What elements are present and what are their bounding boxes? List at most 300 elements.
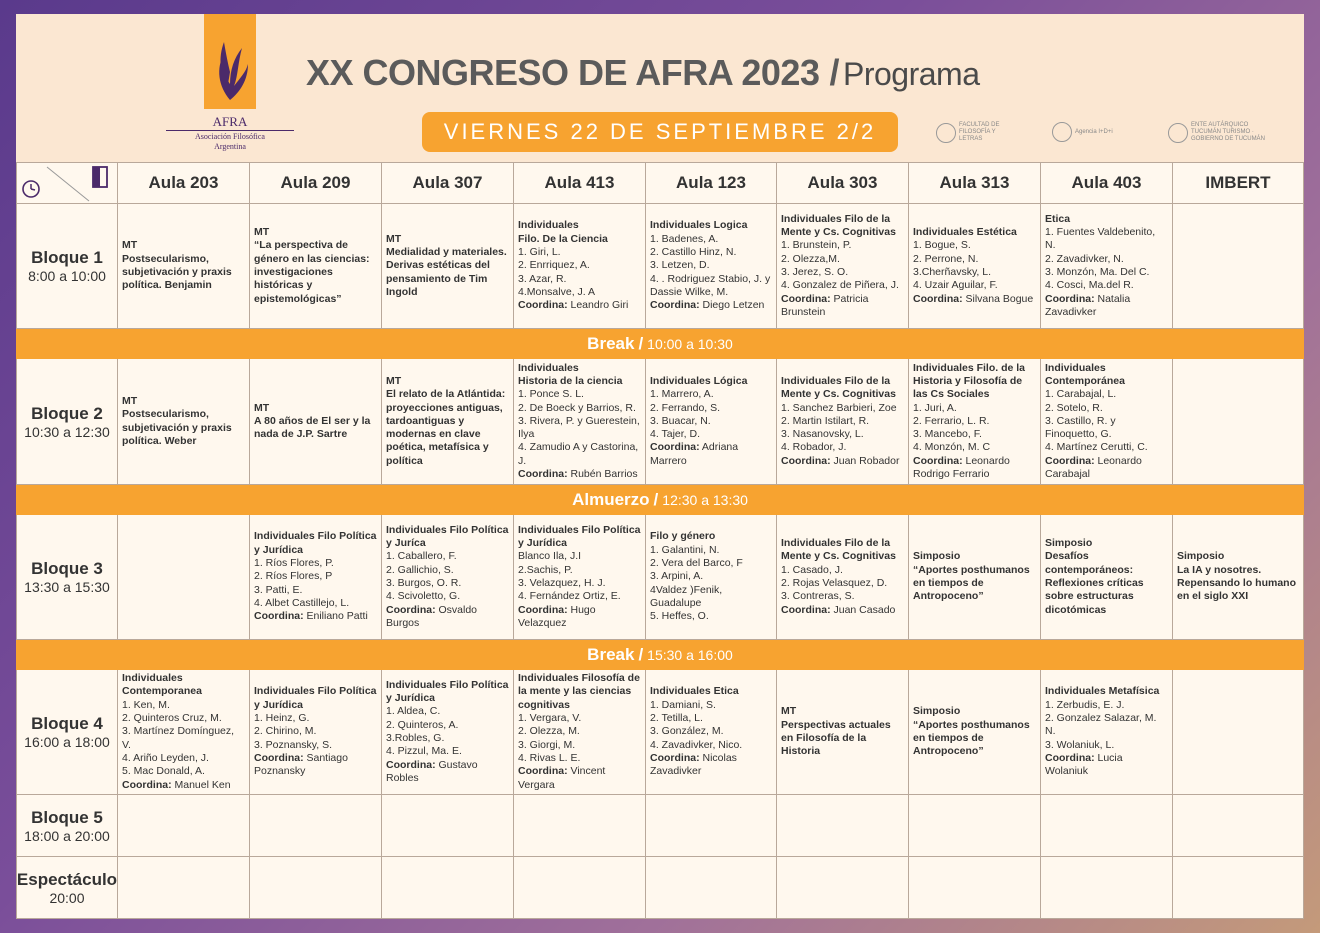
coordinator-label: Coordina: [386, 758, 436, 771]
session-title: Simposio [1045, 537, 1093, 550]
session-title: Etica [1045, 212, 1071, 225]
speaker-line: 2. Gallichio, S. [386, 563, 454, 576]
session-cell [250, 795, 382, 857]
session-cell [514, 857, 646, 919]
coordinator-label: Coordina: [1045, 454, 1095, 467]
session-title: “Aportes posthumanos en tiempos de Antropoceno” [913, 718, 1030, 758]
coordinator-label: Coordina: [781, 603, 831, 616]
coordinator-label: Coordina: [254, 610, 304, 623]
speaker-line: 1. Brunstein, P. [781, 239, 852, 252]
coordinator-label: Coordina: [913, 454, 963, 467]
session-title: Medialidad y materiales. Derivas estéticas del pensamiento de Tim Ingold [386, 246, 507, 298]
coordinator-label: Coordina: [386, 603, 436, 616]
speaker-line: 4. Pizzul, Ma. E. [386, 745, 462, 758]
session-title: Individuales Etica [650, 685, 739, 698]
speaker-line: 3. Monzón, Ma. Del C. [1045, 266, 1150, 278]
session-title: MT [122, 239, 138, 252]
coordinator-line [913, 455, 1036, 482]
session-cell [250, 857, 382, 919]
rooms-header-row [16, 162, 1304, 204]
session-cell [382, 795, 514, 857]
coordinator-label: Coordina: [781, 292, 831, 305]
speaker-line: 1. Carabajal, L. [1045, 388, 1117, 401]
band-separator: / [638, 645, 644, 664]
speaker-line: 1. Damiani, S. [650, 698, 716, 711]
speaker-line: Blanco Ila, J.I [518, 550, 582, 563]
speaker-line: 1. Marrero, A. [650, 388, 714, 401]
coordinator-name: Leandro Giri [570, 299, 629, 312]
door-icon [93, 167, 107, 187]
session-title: MT [386, 374, 402, 387]
coordinator-line [518, 604, 641, 631]
coordinator-line [650, 752, 772, 779]
block-time: 8:00 a 10:00 [28, 268, 106, 284]
room-header-aula-313: Aula 313 [909, 162, 1041, 204]
session-cell [777, 359, 909, 485]
session-cell [909, 670, 1041, 795]
speaker-line: 3. Velazquez, H. J. [518, 577, 606, 589]
block-row-espectaculo [16, 857, 1304, 919]
session-cell [1173, 857, 1304, 919]
room-header-aula-403: Aula 403 [1041, 162, 1173, 204]
block-time: 13:30 a 15:30 [24, 579, 110, 595]
speaker-line: 4. Cosci, Ma.del R. [1045, 279, 1134, 292]
speaker-line: 3. Mancebo, F. [913, 428, 982, 441]
session-cell [382, 359, 514, 485]
block-label [16, 670, 118, 795]
session-cell [909, 795, 1041, 857]
speaker-line: 1. Caballero, F. [386, 550, 457, 563]
session-cell [382, 857, 514, 919]
session-cell [1173, 515, 1304, 640]
break-band [16, 640, 1304, 670]
session-cell [1173, 359, 1304, 485]
session-title: El relato de la Atlántida: proyecciones antiguas, tardoantiguas y modernas en clave poética, metafísica y política [386, 388, 506, 467]
session-title: Individuales Filo Política y Jurídica [518, 523, 641, 550]
coordinator-name: Silvana Bogue [965, 292, 1034, 305]
block-name: Bloque 2 [31, 403, 103, 423]
session-cell [514, 795, 646, 857]
session-cell [382, 670, 514, 795]
logo-name: AFRA [212, 114, 248, 129]
speaker-line: 4. Zavadivker, Nico. [650, 738, 743, 751]
block-time: 16:00 a 18:00 [24, 734, 110, 750]
coordinator-line [122, 779, 245, 792]
header [16, 14, 1304, 162]
session-cell [646, 204, 777, 329]
sponsor-tucuman [1168, 122, 1278, 144]
coordinator-label: Coordina: [518, 603, 568, 616]
coordinator-line [254, 610, 377, 623]
band-label: Break [587, 645, 635, 664]
speaker-line: 2. Martin Istilart, R. [781, 414, 870, 427]
session-cell [909, 204, 1041, 329]
block-name: Bloque 1 [31, 248, 103, 267]
sponsor-facultad [936, 122, 1006, 144]
schedule-table [16, 162, 1304, 919]
session-cell [1041, 515, 1173, 640]
session-title: Contemporánea [1045, 374, 1125, 387]
speaker-line: 2. Ferrando, S. [650, 401, 721, 414]
session-title: Individuales Filo de la Mente y Cs. Cognitivas [781, 374, 896, 401]
speaker-line: 2. De Boeck y Barrios, R. [518, 401, 636, 414]
speaker-line: 4. Ariño Leyden, J. [122, 751, 209, 764]
speaker-line: 3. Castillo, R. y Finoquetto, G. [1045, 414, 1116, 441]
speaker-line: 3. Burgos, O. R. [386, 577, 462, 589]
session-title: MT [781, 705, 797, 718]
speaker-line: 4. Fernández Ortiz, E. [518, 590, 621, 603]
coordinator-line [386, 759, 509, 786]
coordinator-name: Adriana Marrero [650, 441, 739, 467]
session-cell [118, 857, 250, 919]
coordinator-name: Eniliano Patti [306, 610, 368, 623]
session-cell [1041, 670, 1173, 795]
speaker-line: 2. Ferrario, L. R. [913, 414, 990, 427]
speaker-line: 1. Giri, L. [518, 246, 561, 259]
block-row-1 [16, 204, 1304, 329]
session-title: Individuales [518, 361, 579, 374]
coordinator-label: Coordina: [518, 765, 568, 778]
afra-logo [204, 14, 256, 109]
speaker-line: 3. Rivera, P. y Guerestein, Ilya [518, 414, 640, 441]
session-cell [777, 857, 909, 919]
logo-subtitle-line-2: Argentina [214, 142, 246, 151]
session-cell [909, 857, 1041, 919]
session-cell [118, 670, 250, 795]
speaker-line: 2. Zavadivker, N. [1045, 252, 1124, 265]
session-cell [118, 359, 250, 485]
coordinator-line [1045, 752, 1168, 779]
coordinator-line [1045, 293, 1168, 320]
sponsor-text: ENTE AUTÁRQUICO TUCUMÁN TURISMO · GOBIERNO DE TUCUMÁN [1191, 122, 1265, 142]
block-row-4 [16, 670, 1304, 795]
session-cell [514, 515, 646, 640]
band-label: Break [587, 334, 635, 353]
sponsor-text: Agencia I+D+i [1075, 128, 1113, 135]
session-title: Individuales [1045, 361, 1106, 374]
speaker-line: 2. Olezza,M. [781, 252, 840, 265]
session-title: Individuales Estética [913, 226, 1017, 239]
session-title: MT [386, 232, 402, 245]
coordinator-line [913, 293, 1036, 306]
sponsor-text: FACULTAD DE FILOSOFÍA Y LETRAS [959, 122, 1000, 142]
flame-icon [210, 24, 250, 102]
session-cell [909, 515, 1041, 640]
speaker-line: 3. Patti, E. [254, 583, 303, 596]
block-time: 20:00 [49, 889, 85, 906]
speaker-line: 2. Rojas Velasquez, D. [781, 577, 888, 589]
coordinator-label: Coordina: [122, 778, 172, 791]
session-title: “Aportes posthumanos en tiempos de Antropoceno” [913, 563, 1030, 603]
speaker-line: 3. Buacar, N. [650, 414, 711, 427]
coordinator-line [518, 299, 641, 312]
sponsor-fl-icon [936, 123, 956, 143]
band-label: Almuerzo [572, 490, 650, 509]
room-header-aula-413: Aula 413 [514, 162, 646, 204]
block-time: 10:30 a 12:30 [24, 423, 110, 440]
session-cell [514, 670, 646, 795]
session-title: Individuales Filosofía de la mente y las ciencias cognitivas [518, 672, 640, 711]
session-title: Individuales [122, 672, 183, 685]
sponsor-tucuman-icon [1168, 123, 1188, 143]
band-hours: 15:30 a 16:00 [647, 647, 733, 663]
session-title: Individuales Logica [650, 219, 748, 232]
session-cell [646, 515, 777, 640]
speaker-line: 3.Cherñavsky, L. [913, 266, 992, 278]
speaker-line: 1. Bogue, S. [913, 239, 971, 252]
speaker-line: 4. Rivas L. E. [518, 751, 581, 764]
block-name: Bloque 5 [31, 807, 103, 827]
session-cell [1173, 204, 1304, 329]
coordinator-name: Osvaldo Burgos [386, 603, 478, 629]
coordinator-line [781, 293, 904, 320]
speaker-line: 1. Sanchez Barbieri, Zoe [781, 401, 897, 414]
coordinator-label: Coordina: [913, 292, 963, 305]
session-title: Individuales Filo Política y Jurídica [254, 685, 377, 711]
coordinator-label: Coordina: [518, 299, 568, 312]
coordinator-name: Leonardo Carabajal [1045, 454, 1142, 481]
session-cell [250, 670, 382, 795]
session-cell [382, 515, 514, 640]
speaker-line: 4. Monzón, M. C [913, 441, 991, 454]
speaker-line: 2. Olezza, M. [518, 725, 580, 738]
block-name: Bloque 4 [31, 714, 103, 733]
session-title: “La perspectiva de género en las ciencias: investigaciones históricas y epistemológicas” [254, 239, 370, 305]
clock-icon [23, 181, 39, 197]
coordinator-label: Coordina: [518, 468, 568, 481]
speaker-line: 5. Mac Donald, A. [122, 765, 205, 778]
speaker-line: 4. Gonzalez de Piñera, J. [781, 279, 899, 292]
session-cell [646, 795, 777, 857]
room-header-aula-209: Aula 209 [250, 162, 382, 204]
speaker-line: 1. Aldea, C. [386, 705, 441, 718]
lunch-band [16, 485, 1304, 515]
block-name: Espectáculo [16, 869, 118, 889]
title-separator: / [829, 52, 839, 93]
session-title: Postsecularismo, subjetivación y praxis política. Weber [122, 408, 232, 447]
coordinator-label: Coordina: [781, 454, 831, 467]
block-time: 18:00 a 20:00 [24, 827, 110, 844]
coordinator-name: Hugo Velazquez [518, 603, 596, 629]
coordinator-name: Gustavo Robles [386, 758, 478, 784]
session-title: Perspectivas actuales en Filosofía de la Historia [781, 718, 891, 758]
speaker-line: 2. Castillo Hinz, N. [650, 246, 737, 259]
session-title: Individuales Filo Política y Juríca [386, 523, 509, 550]
speaker-line: 1. Vergara, V. [518, 712, 582, 725]
page-title [306, 52, 979, 94]
block-label [16, 857, 118, 919]
speaker-line: 4. Zamudio A y Castorina, J. [518, 441, 639, 467]
session-title: Historia de la ciencia [518, 374, 623, 387]
session-cell [1041, 359, 1173, 485]
coordinator-name: Rubén Barrios [570, 468, 638, 481]
session-title: Individuales Filo de la Mente y Cs. Cognitivas [781, 537, 896, 563]
session-title: Filo. De la Ciencia [518, 232, 608, 245]
speaker-line: 1. Fuentes Valdebenito, N. [1045, 226, 1156, 252]
speaker-line: 1. Casado, J. [781, 563, 843, 576]
speaker-line: 1. Ken, M. [122, 698, 170, 711]
session-title: Individuales [518, 219, 579, 232]
band-separator: / [653, 490, 659, 509]
speaker-line: 1. Juri, A. [913, 401, 957, 414]
session-cell [250, 204, 382, 329]
session-title: Simposio [913, 550, 961, 563]
session-cell [250, 359, 382, 485]
speaker-line: 3. Nasanovsky, L. [781, 428, 864, 441]
room-header-aula-123: Aula 123 [646, 162, 777, 204]
speaker-line: 2. Gonzalez Salazar, M. N. [1045, 712, 1157, 738]
speaker-line: 2. Sotelo, R. [1045, 401, 1103, 414]
coordinator-label: Coordina: [650, 299, 700, 312]
coordinator-line [254, 752, 377, 779]
speaker-line: 2. Quinteros, A. [386, 718, 459, 731]
coordinator-name: Leonardo Rodrigo Ferrario [913, 454, 1010, 481]
speaker-line: 3. Letzen, D. [650, 259, 710, 272]
break-band [16, 329, 1304, 359]
coordinator-name: Vincent Vergara [518, 765, 606, 791]
session-cell [909, 359, 1041, 485]
speaker-line: 3. Contreras, S. [781, 590, 855, 603]
session-title: Simposio [913, 705, 961, 718]
day-banner: VIERNES 22 DE SEPTIEMBRE 2/2 [422, 112, 898, 152]
coordinator-name: Juan Casado [833, 603, 896, 616]
session-title: Individuales Metafísica [1045, 685, 1160, 698]
speaker-line: 1. Ríos Flores, P. [254, 557, 334, 570]
session-title: Individuales Lógica [650, 374, 748, 387]
session-title: Individuales Filo Política y Jurídica [386, 678, 509, 705]
session-cell [514, 204, 646, 329]
coordinator-line [386, 604, 509, 631]
speaker-line: 3. Azar, R. [518, 272, 567, 285]
speaker-line: 1. Galantini, N. [650, 543, 720, 556]
session-title: La IA y nosotres. Repensando lo humano en el siglo XXI [1177, 563, 1297, 603]
room-header-imbert: IMBERT [1173, 162, 1304, 204]
session-cell [250, 515, 382, 640]
session-cell [1041, 857, 1173, 919]
speaker-line: 4. Robador, J. [781, 441, 847, 454]
coordinator-label: Coordina: [1045, 292, 1095, 305]
coordinator-line [781, 455, 904, 468]
speaker-line: 1. Zerbudis, E. J. [1045, 698, 1125, 711]
band-separator: / [638, 334, 644, 353]
coordinator-name: Patricia Brunstein [781, 292, 869, 318]
speaker-line: 4. Martínez Cerutti, C. [1045, 441, 1148, 454]
coordinator-label: Coordina: [254, 751, 304, 764]
title-sub: Programa [842, 56, 980, 92]
session-title: Individuales Filo Política y Jurídica [254, 530, 377, 556]
session-cell [1041, 204, 1173, 329]
speaker-line: 2. Vera del Barco, F [650, 557, 743, 570]
speaker-line: 3. Poznansky, S. [254, 738, 333, 751]
session-title: MT [122, 394, 138, 407]
speaker-line: 3. González, M. [650, 725, 724, 738]
session-title: MT [254, 401, 270, 414]
session-title: Contemporanea [122, 685, 202, 698]
coordinator-label: Coordina: [650, 441, 700, 454]
block-name: Bloque 3 [31, 559, 103, 578]
session-cell [777, 795, 909, 857]
session-cell [777, 515, 909, 640]
coordinator-name: Juan Robador [833, 454, 900, 467]
block-row-3 [16, 515, 1304, 640]
block-label [16, 515, 118, 640]
session-title: MT [254, 226, 270, 239]
session-cell [646, 857, 777, 919]
session-title: Desafíos contemporáneos: Reflexiones críticas sobre estructuras dicotómicas [1045, 550, 1144, 616]
speaker-line: 1. Heinz, G. [254, 712, 310, 725]
title-main: XX CONGRESO DE AFRA 2023 [306, 52, 820, 93]
coordinator-line [1045, 455, 1168, 482]
band-hours: 12:30 a 13:30 [662, 492, 748, 508]
block-row-5 [16, 795, 1304, 857]
session-cell [514, 359, 646, 485]
session-title: Filo y género [650, 530, 716, 543]
speaker-line: 2. Ríos Flores, P [254, 570, 333, 583]
room-header-aula-303: Aula 303 [777, 162, 909, 204]
session-cell [118, 204, 250, 329]
session-title: Individuales Filo. de la Historia y Filosofía de las Cs Sociales [913, 361, 1026, 401]
program-page [16, 14, 1304, 919]
speaker-line: 2. Quinteros Cruz, M. [122, 712, 222, 725]
speaker-line: 2. Tetilla, L. [650, 712, 703, 725]
session-cell [382, 204, 514, 329]
coordinator-label: Coordina: [1045, 751, 1095, 764]
sponsor-agencia [1052, 122, 1126, 144]
coordinator-line [650, 441, 772, 468]
speaker-line: 2.Sachis, P. [518, 563, 573, 576]
speaker-line: 4. Scivoletto, G. [386, 590, 461, 603]
coordinator-line [650, 299, 772, 312]
coordinator-label: Coordina: [650, 751, 700, 764]
speaker-line: 1. Badenes, A. [650, 232, 719, 245]
speaker-line: 4Valdez )Fenik, Guadalupe [650, 583, 723, 609]
sponsor-agencia-icon [1052, 122, 1072, 142]
speaker-line: 3.Robles, G. [386, 732, 445, 744]
speaker-line: 5. Heffes, O. [650, 610, 709, 623]
block-label [16, 204, 118, 329]
speaker-line: 3. Martínez Domínguez, V. [122, 725, 235, 751]
session-cell [646, 670, 777, 795]
room-header-aula-203: Aula 203 [118, 162, 250, 204]
session-title: Postsecularismo, subjetivación y praxis política. Benjamin [122, 252, 232, 292]
block-row-2 [16, 359, 1304, 485]
coordinator-name: Lucia Wolaniuk [1045, 751, 1123, 778]
speaker-line: 3. Jerez, S. O. [781, 266, 849, 278]
session-cell [1173, 795, 1304, 857]
speaker-line: 3. Wolaniuk, L. [1045, 738, 1115, 751]
logo-subtitle-line-1: Asociación Filosófica [195, 132, 265, 141]
session-cell [777, 204, 909, 329]
coordinator-name: Santiago Poznansky [254, 751, 348, 778]
session-title: Simposio [1177, 550, 1225, 563]
session-cell [646, 359, 777, 485]
session-cell [1041, 795, 1173, 857]
session-title: A 80 años de El ser y la nada de J.P. Sartre [254, 414, 371, 441]
coordinator-line [518, 468, 641, 481]
room-header-aula-307: Aula 307 [382, 162, 514, 204]
coordinator-name: Diego Letzen [702, 299, 765, 312]
session-title: Individuales Filo de la Mente y Cs. Cognitivas [781, 212, 896, 239]
block-label [16, 795, 118, 857]
speaker-line: 2. Enrriquez, A. [518, 259, 590, 272]
coordinator-line [781, 604, 904, 617]
speaker-line: 3. Giorgi, M. [518, 738, 576, 751]
logo-subtitle [166, 130, 294, 152]
coordinator-name: Manuel Ken [174, 778, 231, 791]
session-cell [118, 795, 250, 857]
session-cell [1173, 670, 1304, 795]
speaker-line: 2. Chirino, M. [254, 725, 317, 738]
